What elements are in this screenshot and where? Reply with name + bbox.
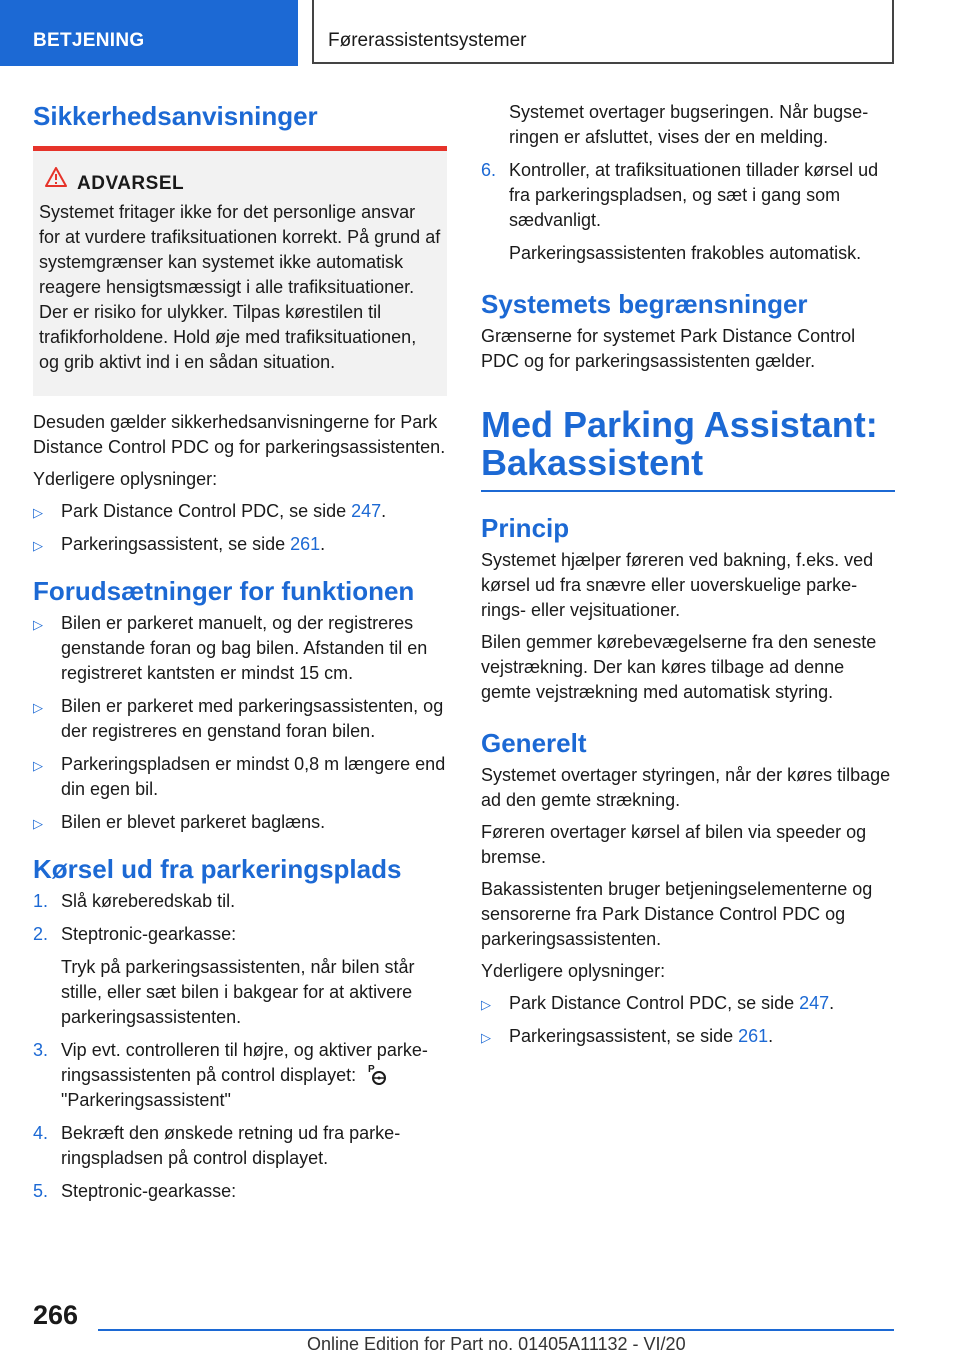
section-title: BETJENING	[33, 30, 145, 51]
page-link[interactable]: 261	[290, 534, 321, 554]
paragraph: Yderligere oplysninger:	[33, 469, 218, 489]
list-item: 1. Slå køreberedskab til.	[33, 891, 236, 911]
list-item: ▷ Bilen er blevet parkeret baglæns.	[33, 810, 447, 835]
triangle-bullet-icon: ▷	[481, 1030, 491, 1045]
page-number: 266	[33, 1300, 79, 1330]
list-item: ▷ Bilen er parkeret med parkeringsassistenten, og der registreres en genstand foran bilen.	[33, 696, 444, 741]
chapter-title: Førerassistentsystemer	[328, 30, 527, 51]
prerequisite-list	[33, 611, 447, 835]
triangle-bullet-icon: ▷	[33, 758, 43, 773]
warning-box	[33, 146, 447, 396]
list-item: 2. Steptronic-gearkasse:	[33, 924, 237, 944]
step-continuation: Tryk på parkeringsassistenten, når bilen står stille, eller sæt bilen i bakgear for at aktivere parkeringsassistenten.	[61, 957, 415, 1027]
left-column	[33, 100, 447, 1212]
warning-icon	[45, 167, 67, 187]
page-link[interactable]: 261	[738, 1026, 769, 1046]
list-item: 3. Vip evt. controlleren til højre, og aktiver parkeringsassistenten på control displayet: P "Parkeringsassistent"	[33, 1040, 428, 1110]
steps-list	[481, 158, 895, 233]
heading-general: Generelt	[481, 728, 587, 758]
triangle-bullet-icon: ▷	[33, 700, 43, 715]
list-item: ▷ Parkeringsassistent, se side 261.	[481, 1024, 895, 1049]
warning-text: Systemet fritager ikke for det personlige ansvar for at vurdere trafiksituationen korrekt. På grund af systemgrænser kan systemet ikke automatisk reagere hensigtsmæssigt i alle trafiksituationer. Der er risiko for ulykker. Tilpas kørestilen til trafikforholdene. Hold øje med trafiksituationen, og grib aktivt ind i en sådan situation.	[39, 202, 441, 372]
page-link[interactable]: 247	[351, 501, 382, 521]
reference-list	[33, 499, 447, 557]
warning-title: ADVARSEL	[77, 171, 441, 196]
section-tab	[0, 0, 298, 66]
heading-prerequisites: Forudsætninger for funktionen	[33, 576, 415, 606]
chapter-tab	[312, 0, 894, 64]
steps-list	[33, 1038, 447, 1204]
heading-limits: Systemets begrænsninger	[481, 289, 808, 319]
paragraph: Desuden gælder sikkerhedsanvisningerne for Park Distance Control PDC og for parkeringsassistenten.	[33, 412, 446, 457]
parking-assistant-icon	[367, 1063, 387, 1085]
paragraph: Yderligere oplysninger:	[481, 961, 666, 981]
page-link[interactable]: 247	[799, 993, 830, 1013]
paragraph: Bakassistenten bruger betjeningselementerne og sensorerne fra Park Distance Control PDC og parkeringsassistenten.	[481, 879, 873, 949]
list-item: ▷ Bilen er parkeret manuelt, og der registreres genstande foran og bag bilen. Afstanden til en registreret kantsten er mindst 15 cm.	[33, 613, 428, 683]
edition-info: Online Edition for Part no. 01405A11132 - VI/20	[307, 1334, 686, 1354]
paragraph: Systemet overtager styringen, når der køres tilbage ad den gemte strækning.	[481, 765, 891, 810]
list-item: ▷ Park Distance Control PDC, se side 247.	[33, 499, 447, 524]
heading-principle: Princip	[481, 513, 570, 543]
step-continuation: Systemet overtager bugseringen. Når bugseringen er afsluttet, vises der en melding.	[509, 102, 869, 147]
triangle-bullet-icon: ▷	[33, 816, 43, 831]
paragraph: Bilen gemmer kørebevægelserne fra den seneste vejstrækning. Der kan køres tilbage ad denne gemte vejstrækning med automatisk styring.	[481, 632, 877, 702]
paragraph: Grænserne for systemet Park Distance Control PDC og for parkeringsassistenten gælder.	[481, 326, 856, 371]
footer-rule	[98, 1329, 894, 1331]
heading-safety: Sikkerhedsanvisninger	[33, 101, 318, 131]
list-item: ▷ Parkeringspladsen er mindst 0,8 m længere end din egen bil.	[33, 754, 446, 799]
triangle-bullet-icon: ▷	[33, 505, 43, 520]
svg-text:P: P	[368, 1064, 375, 1075]
triangle-bullet-icon: ▷	[33, 617, 43, 632]
list-item: 5. Steptronic-gearkasse:	[33, 1181, 237, 1201]
heading-main: Med Parking Assistant: Bakassistent	[481, 404, 878, 483]
paragraph: Føreren overtager kørsel af bilen via speeder og bremse.	[481, 822, 867, 867]
triangle-bullet-icon: ▷	[481, 997, 491, 1012]
right-column	[481, 100, 895, 1057]
paragraph: Systemet hjælper føreren ved bakning, f.eks. ved kørsel ud fra snævre eller uoverskuelige parkerings- eller vejsituationer.	[481, 550, 874, 620]
steps-list	[33, 889, 447, 947]
reference-list	[481, 991, 895, 1049]
list-item: 4. Bekræft den ønskede retning ud fra parkeringspladsen på control displayet.	[33, 1123, 401, 1168]
list-item: 6. Kontroller, at trafiksituationen tillader kørsel ud fra parkeringspladsen, og sæt i gang som sædvanligt.	[481, 160, 879, 230]
heading-drive-out: Kørsel ud fra parkeringsplads	[33, 854, 402, 884]
list-item: ▷ Parkeringsassistent, se side 261.	[33, 532, 447, 557]
step-continuation: Parkeringsassistenten frakobles automatisk.	[509, 243, 862, 263]
triangle-bullet-icon: ▷	[33, 538, 43, 553]
heading-rule	[481, 490, 895, 492]
list-item: ▷ Park Distance Control PDC, se side 247.	[481, 991, 895, 1016]
